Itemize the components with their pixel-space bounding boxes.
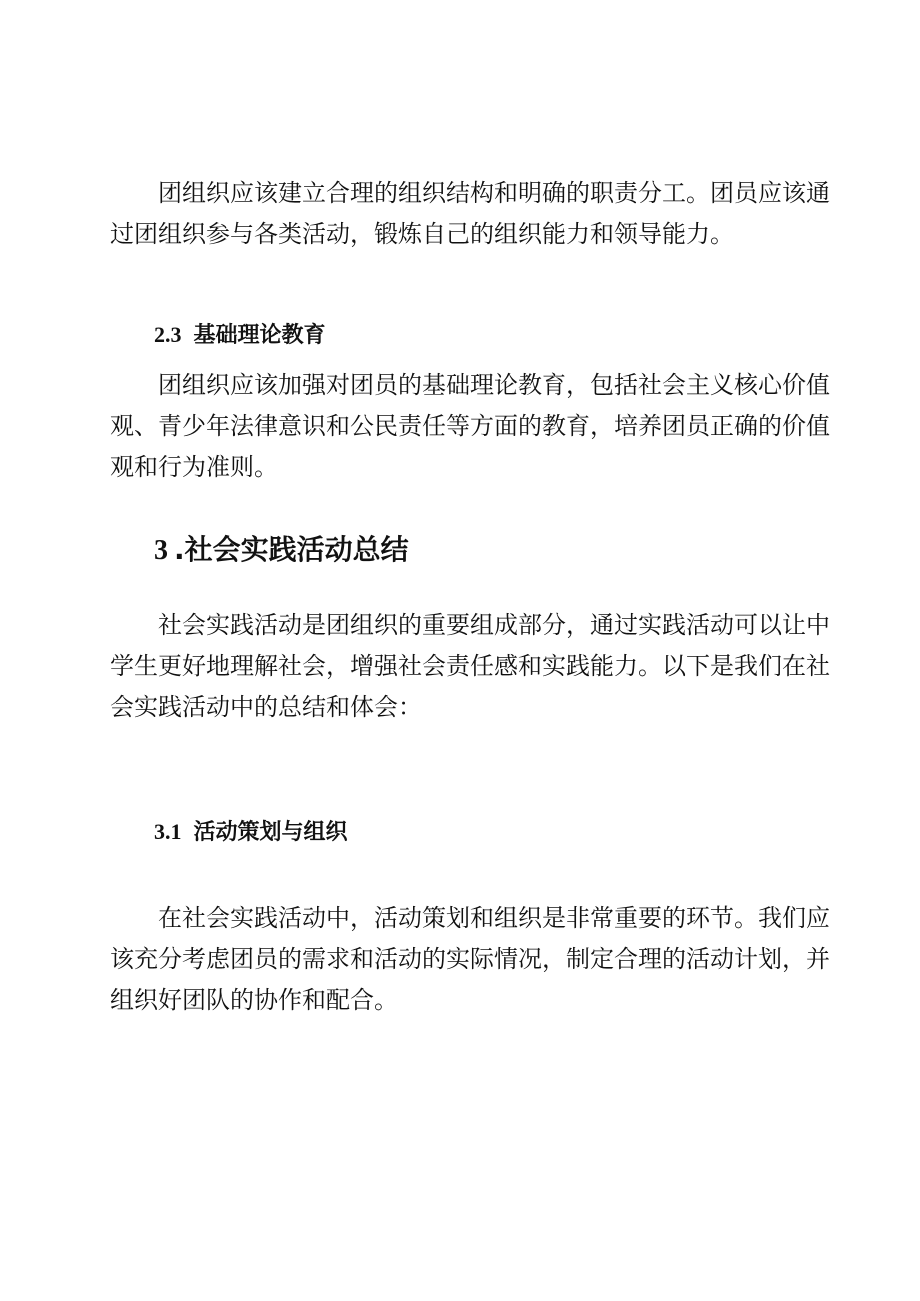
- section-heading-2-3: [154, 320, 326, 351]
- paragraph-organization-structure: 团组织应该建立合理的组织结构和明确的职责分工。团员应该通过团组织参与各类活动，锻炼自己的组织能力和领导能力。: [110, 179, 830, 248]
- section-title: 基础理论教育: [193, 323, 326, 348]
- paragraph-theory-education: 团组织应该加强对团员的基础理论教育，包括社会主义核心价值观、青少年法律意识和公民责任等方面的教育，培养团员正确的价值观和行为准则。: [110, 371, 830, 481]
- section-heading-3-1: [154, 817, 348, 848]
- section-number: 2.3: [154, 322, 182, 347]
- section-heading-3: [154, 530, 409, 571]
- section-number: 3: [154, 535, 168, 566]
- section-number: 3.1: [154, 819, 182, 844]
- paragraph-activity-planning: 在社会实践活动中，活动策划和组织是非常重要的环节。我们应该充分考虑团员的需求和活动的实际情况，制定合理的活动计划，并组织好团队的协作和配合。: [110, 904, 830, 1014]
- section-title: .社会实践活动总结: [174, 533, 409, 566]
- paragraph-social-practice: 社会实践活动是团组织的重要组成部分，通过实践活动可以让中学生更好地理解社会，增强社会责任感和实践能力。以下是我们在社会实践活动中的总结和体会：: [110, 611, 830, 721]
- section-title: 活动策划与组织: [193, 820, 348, 845]
